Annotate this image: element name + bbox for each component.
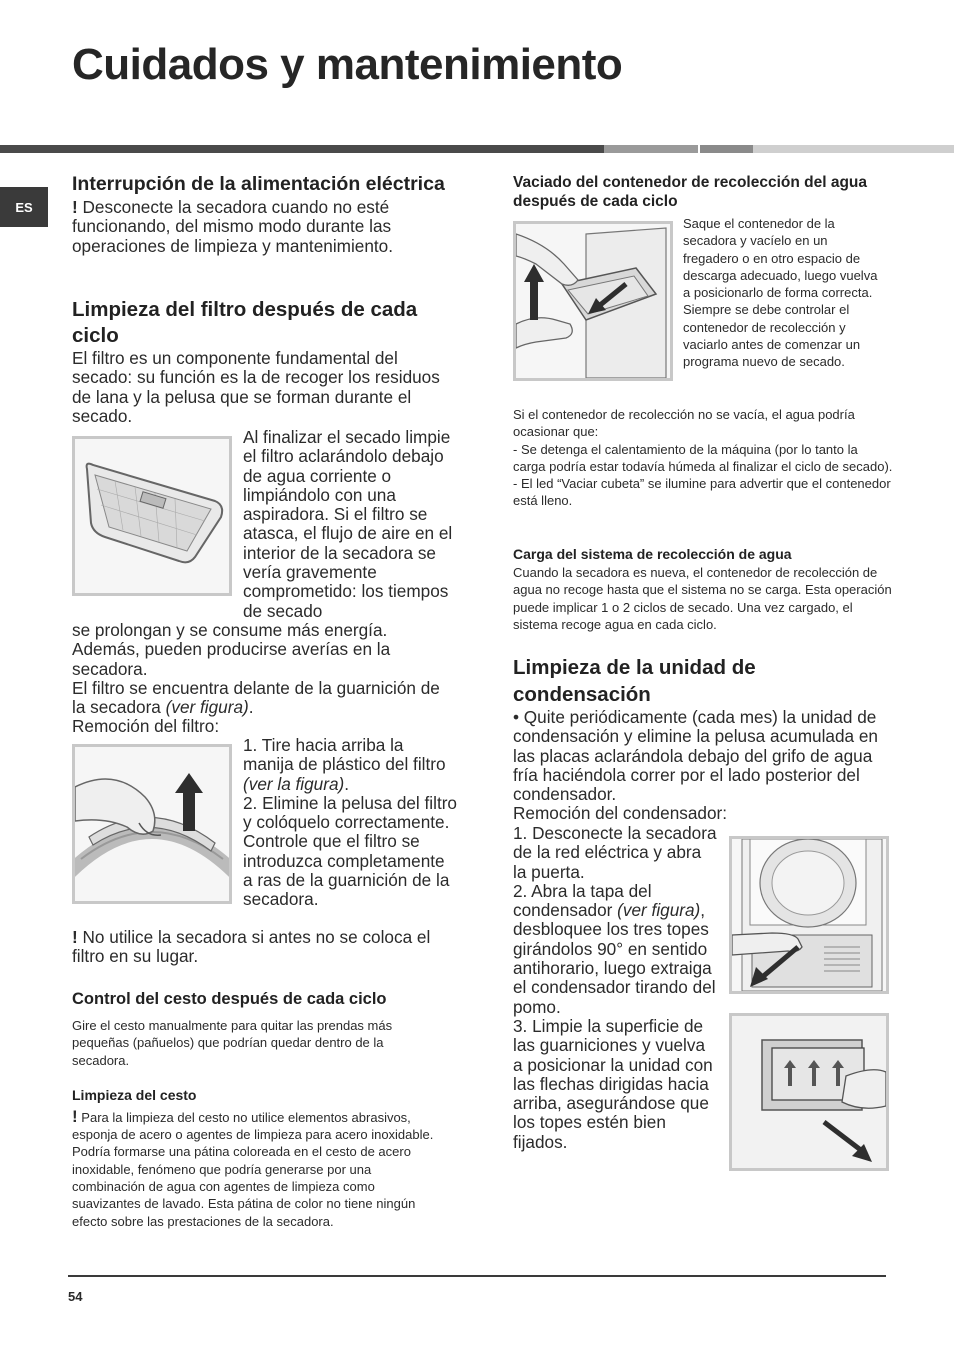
condenser-removal-image	[729, 1013, 889, 1171]
condensacion-step3: 3. Limpie la superficie de las guarniciones y vuelva a posicionar la unidad con las flechas dirigidas hacia arriba, asegurándose que los topes estén bien fijados.	[513, 1015, 713, 1152]
filtro-step1-end: .	[344, 773, 350, 794]
filtro-step1-text: 1. Tire hacia arriba la manija de plástico del filtro	[243, 735, 446, 775]
condensacion-step2-end: , desbloquee los tres topes girándolos 90° en sentido antihorario, luego extraiga el condensador tirando del pomo.	[513, 900, 716, 1017]
heading-carga: Carga del sistema de recolección de agua	[513, 546, 792, 562]
vaciado-warn-intro: Si el contenedor de recolección no se vacía, el agua podría ocasionar que:	[513, 407, 855, 440]
filter-removal-illustration	[75, 747, 229, 901]
page-title: Cuidados y mantenimiento	[72, 40, 623, 89]
heading-cesto: Control del cesto después de cada ciclo	[72, 990, 387, 1008]
interrupcion-body: Desconecte la secadora cuando no esté funcionando, del mismo modo durante las operaciones de limpieza y mantenimiento.	[72, 197, 394, 256]
water-container-image	[513, 221, 673, 381]
section-cesto	[72, 988, 442, 1230]
heading-interrupcion: Interrupción de la alimentación eléctrica	[72, 173, 445, 195]
page-number: 54	[68, 1289, 83, 1304]
condenser-cover-illustration	[732, 839, 886, 991]
cesto-warning	[72, 1108, 442, 1144]
condensacion-step2-text: 2. Abra la tapa del condensador	[513, 880, 652, 921]
cesto-warning-text: Para la limpieza del cesto no utilice elementos abrasivos, esponja de acero o agentes de limpieza para acero inoxidable.	[72, 1109, 434, 1143]
filtro-step1	[243, 736, 458, 794]
filter-image	[72, 436, 232, 596]
condensacion-step1: 1. Desconecte la secadora de la red eléctrica y abra la puerta.	[513, 823, 717, 882]
condensacion-removal-label: Remoción del condensador:	[513, 803, 728, 824]
condenser-cover-image	[729, 836, 889, 994]
filtro-side-body: Al finalizar el secado limpie el filtro aclarándolo debajo de agua corriente o limpiándolo con una aspiradora. Si el filtro se atasca, el flujo de aire en el interior de la secadora se vería gravemente comprometido: los tiempos de secado	[243, 427, 453, 621]
vaciado-side	[683, 215, 883, 371]
cesto-text: Gire el cesto manualmente para quitar las prendas más pequeñas (pañuelos) que podrían quedar dentro de la secadora.	[72, 1018, 393, 1068]
cesto-text2: Podría formarse una pátina coloreada en el cesto de acero inoxidable, fenómeno que podría generarse por una combinación de agua con agentes de limpieza como suavizantes de lavado. Esta pátina de color no tiene ningún efecto sobre las prestaciones de la secadora.	[72, 1144, 416, 1229]
section-vaciado	[513, 173, 893, 211]
water-container-illustration	[516, 224, 670, 378]
filtro-removal-label: Remoción del filtro:	[72, 716, 220, 737]
vaciado-warn2: - El led “Vaciar cubeta” se ilumine para advertir que el contenedor está lleno.	[513, 476, 891, 509]
header-bar-light	[753, 145, 954, 153]
language-tab: ES	[0, 187, 48, 227]
filtro-warning-text: No utilice la secadora si antes no se coloca el filtro en su lugar.	[72, 927, 431, 967]
heading-condensacion: Limpieza de la unidad de condensación	[513, 656, 756, 706]
vaciado-warnings	[513, 406, 893, 510]
filtro-location	[72, 679, 452, 718]
header-bar-dark	[0, 145, 604, 153]
filtro-location-text: El filtro se encuentra delante de la guarnición de la secadora	[72, 677, 440, 718]
condensacion-steps	[513, 824, 718, 1152]
heading-limpieza-cesto: Limpieza del cesto	[72, 1086, 197, 1103]
filtro-step2: 2. Elimine la pelusa del filtro y colóquelo correctamente. Controle que el filtro se introduzca completamente a ras de la guarnición de la secadora.	[243, 792, 457, 910]
filtro-step1-ref: (ver la figura)	[243, 773, 345, 794]
filtro-steps	[243, 736, 458, 910]
carga-text: Cuando la secadora es nueva, el contenedor de recolección de agua no recoge hasta que el sistema no se carga. Esta operación puede implicar 1 o 2 ciclos de secado. Una vez cargado, el sistema recoge agua en cada ciclo.	[513, 565, 892, 632]
filtro-warning	[72, 928, 452, 967]
text-filtro-intro: El filtro es un componente fundamental del secado: su función es la de recoger los residuos de lana y la pelusa que se forman durante el secado.	[72, 348, 440, 426]
section-carga	[513, 545, 893, 633]
text-filtro-side	[243, 428, 458, 621]
header-bar-mid	[604, 145, 698, 153]
filtro-location-ref: (ver figura)	[165, 697, 249, 718]
filtro-location-end: .	[248, 697, 254, 718]
text-interrupcion	[72, 198, 452, 256]
filter-removal-image	[72, 744, 232, 904]
warning-mark: !	[72, 1106, 78, 1126]
vaciado-warn1: - Se detenga el calentamiento de la máquina (por lo tanto la carga podría estar todavía húmeda al finalizar el ciclo de secado).	[513, 441, 893, 474]
filter-illustration	[75, 439, 229, 593]
text-filtro-continued	[72, 621, 452, 737]
heading-vaciado: Vaciado del contenedor de recolección del agua después de cada ciclo	[513, 174, 868, 210]
heading-filtro: Limpieza del filtro después de cada ciclo	[72, 298, 418, 347]
header-bar-mid2	[700, 145, 753, 153]
footer-divider	[68, 1275, 886, 1277]
condenser-removal-illustration	[732, 1016, 886, 1168]
filtro-continued-body: se prolongan y se consume más energía. Además, pueden producirse averías en la secadora.	[72, 620, 391, 679]
condensacion-intro: • Quite periódicamente (cada mes) la unidad de condensación y elimine la pelusa acumulada en las placas aclarándola debajo del grifo de agua fría haciéndola correr por el lado posterior del condensador.	[513, 707, 878, 805]
section-filtro	[72, 297, 452, 426]
section-interrupcion	[72, 174, 452, 256]
vaciado-side-text: Saque el contenedor de la secadora y vacíelo en un fregadero o en otro espacio de descarga adecuado, luego vuelva a posicionarlo de forma correcta. Siempre se debe controlar el contenedor de recolección y vaciarlo antes de comenzar un programa nuevo de secado.	[683, 216, 878, 370]
condensacion-step2-ref: (ver figura)	[617, 900, 701, 921]
warning-mark: !	[72, 197, 78, 217]
section-condensacion	[513, 654, 893, 824]
condensacion-step2	[513, 882, 718, 1017]
warning-mark: !	[72, 927, 78, 947]
